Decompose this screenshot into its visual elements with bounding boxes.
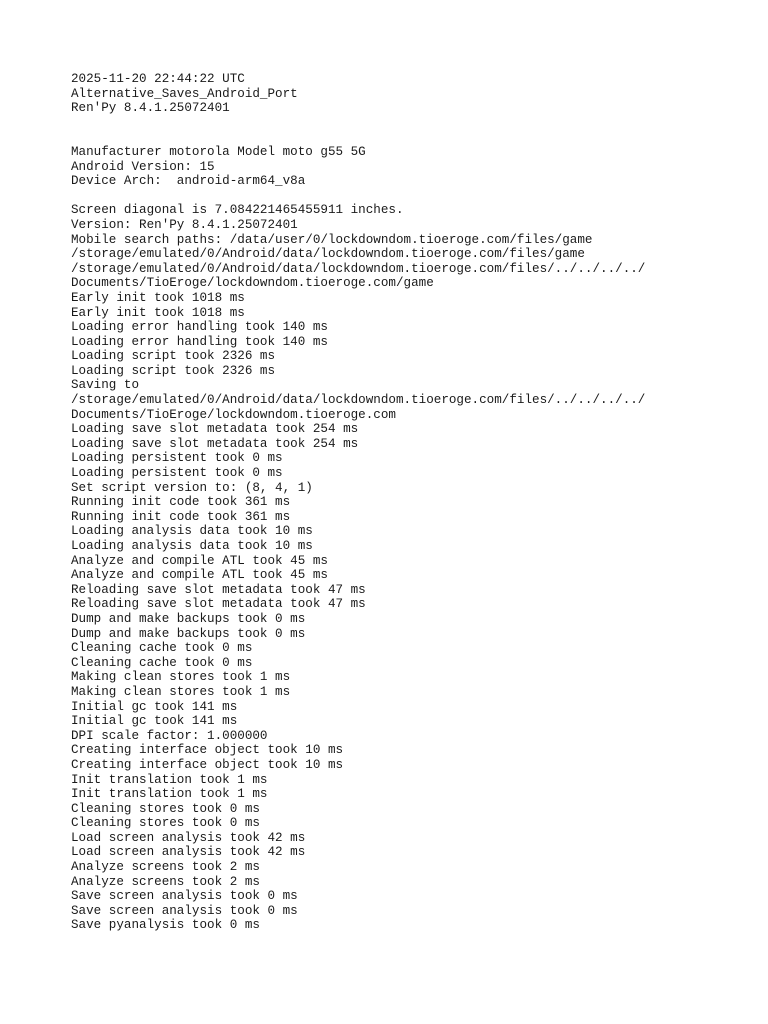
app-name: Alternative_Saves_Android_Port [71,86,298,101]
log-line: Screen diagonal is 7.084221465455911 inches. [71,203,404,218]
log-line: Save pyanalysis took 0 ms [71,918,260,933]
blank-gap [71,189,731,204]
log-line: Dump and make backups took 0 ms [71,626,306,641]
log-line: Loading save slot metadata took 254 ms [71,436,359,451]
log-line: Documents/TioEroge/lockdowndom.tioeroge.com [71,407,396,422]
log-line: Creating interface object took 10 ms [71,757,344,772]
device-manufacturer-model: Manufacturer motorola Model moto g55 5G [71,144,366,159]
log-line: Analyze and compile ATL took 45 ms [71,553,328,568]
blank-gap [71,116,731,145]
timestamp: 2025-11-20 22:44:22 UTC [71,72,245,86]
log-line: Loading persistent took 0 ms [71,466,283,481]
log-line: Analyze and compile ATL took 45 ms [71,568,328,583]
engine-version: Ren'Py 8.4.1.25072401 [71,101,230,116]
log-line: Reloading save slot metadata took 47 ms [71,582,366,597]
log-line: Saving to [71,378,140,393]
log-line: Loading save slot metadata took 254 ms [71,422,359,437]
log-line: /storage/emulated/0/Android/data/lockdowndom.tioeroge.com/files/../../../../ [71,393,646,408]
log-line: Running init code took 361 ms [71,509,291,524]
log-line: Loading analysis data took 10 ms [71,524,313,539]
log-line: Cleaning cache took 0 ms [71,655,253,670]
log-line: Loading script took 2326 ms [71,349,276,364]
log-line: Early init took 1018 ms [71,305,245,320]
log-line: Creating interface object took 10 ms [71,743,344,758]
log-line: /storage/emulated/0/Android/data/lockdowndom.tioeroge.com/files/game [71,247,585,262]
log-line: Cleaning stores took 0 ms [71,816,260,831]
log-line: Load screen analysis took 42 ms [71,830,306,845]
log-line: Documents/TioEroge/lockdowndom.tioeroge.com/game [71,276,434,291]
log-line: Init translation took 1 ms [71,787,268,802]
log-header [71,72,731,116]
log-line: Save screen analysis took 0 ms [71,903,298,918]
log-line: DPI scale factor: 1.000000 [71,728,268,743]
log-line: Load screen analysis took 42 ms [71,845,306,860]
log-line: Making clean stores took 1 ms [71,684,291,699]
log-line: Analyze screens took 2 ms [71,860,260,875]
log-line: Analyze screens took 2 ms [71,874,260,889]
log-line: Set script version to: (8, 4, 1) [71,480,313,495]
log-lines [71,203,731,933]
log-line: Running init code took 361 ms [71,495,291,510]
log-line: Initial gc took 141 ms [71,699,238,714]
log-document [71,72,731,933]
device-info [71,145,731,189]
log-line: Version: Ren'Py 8.4.1.25072401 [71,217,298,232]
log-line: Initial gc took 141 ms [71,714,238,729]
log-line: Early init took 1018 ms [71,290,245,305]
log-line: Dump and make backups took 0 ms [71,611,306,626]
log-line: Loading persistent took 0 ms [71,451,283,466]
device-arch: Device Arch: android-arm64_v8a [71,174,306,189]
log-line: Cleaning stores took 0 ms [71,801,260,816]
log-line: Loading error handling took 140 ms [71,320,328,335]
log-line: Init translation took 1 ms [71,772,268,787]
log-line: Making clean stores took 1 ms [71,670,291,685]
log-line: Mobile search paths: /data/user/0/lockdowndom.tioeroge.com/files/game [71,232,593,247]
log-line: Loading analysis data took 10 ms [71,539,313,553]
log-line: Reloading save slot metadata took 47 ms [71,597,366,612]
log-line: Save screen analysis took 0 ms [71,889,298,904]
device-android-version: Android Version: 15 [71,159,215,174]
log-line: /storage/emulated/0/Android/data/lockdowndom.tioeroge.com/files/../../../../ [71,261,646,276]
log-line: Loading script took 2326 ms [71,363,276,378]
log-line: Cleaning cache took 0 ms [71,641,253,656]
log-line: Loading error handling took 140 ms [71,334,328,349]
